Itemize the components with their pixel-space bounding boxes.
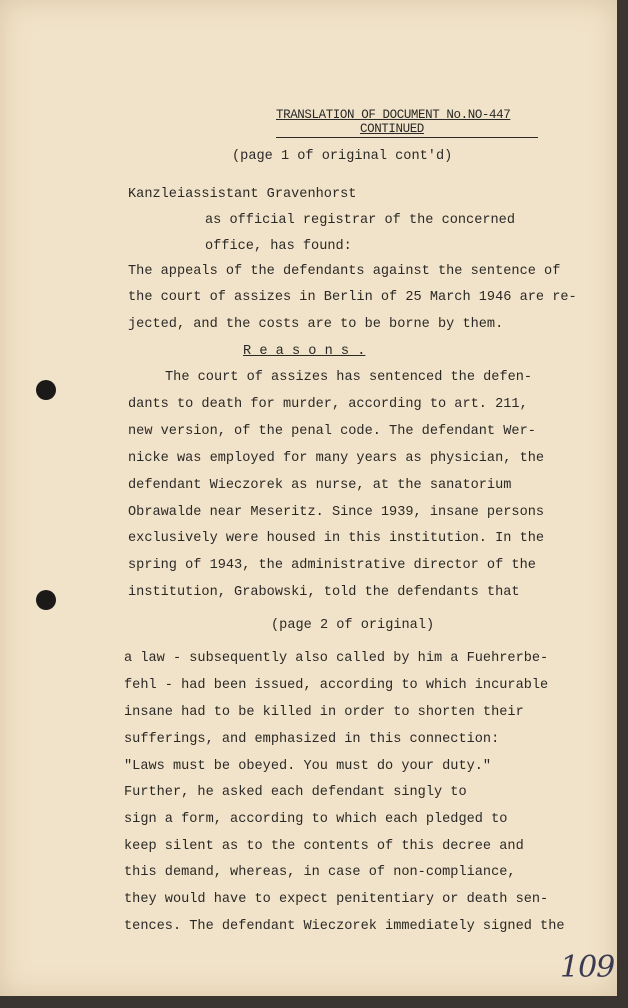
punch-hole-upper bbox=[36, 380, 56, 400]
para2-line: exclusively were housed in this institution. In the bbox=[128, 531, 545, 546]
registrar-finding: office, has found: bbox=[205, 239, 352, 254]
para2-line: institution, Grabowski, told the defendants that bbox=[128, 585, 520, 600]
para1-line: The appeals of the defendants against the sentence of bbox=[128, 264, 561, 279]
registrar-role: as official registrar of the concerned bbox=[205, 213, 515, 228]
para3-line: a law - subsequently also called by him a Fuehrerbe- bbox=[124, 651, 549, 666]
para3-line: fehl - had been issued, according to which incurable bbox=[124, 678, 549, 693]
para2-line: spring of 1943, the administrative director of the bbox=[128, 558, 536, 573]
para2-line: new version, of the penal code. The defendant Wer- bbox=[128, 424, 536, 439]
reasons-heading: R e a s o n s . bbox=[243, 344, 366, 359]
header-rule bbox=[276, 137, 538, 138]
page-reference-1: (page 1 of original cont'd) bbox=[232, 149, 453, 164]
para3-line: they would have to expect penitentiary or death sen- bbox=[124, 892, 549, 907]
scan-border-bottom bbox=[0, 996, 628, 1008]
handwritten-page-number: 109 bbox=[560, 950, 615, 985]
para3-line: tences. The defendant Wieczorek immediately signed the bbox=[124, 919, 565, 934]
para2-line: nicke was employed for many years as physician, the bbox=[128, 451, 545, 466]
para2-line: The court of assizes has sentenced the defen- bbox=[165, 370, 533, 385]
para3-line: sufferings, and emphasized in this connection: bbox=[124, 732, 500, 747]
para3-line: this demand, whereas, in case of non-compliance, bbox=[124, 865, 516, 880]
header-title: TRANSLATION OF DOCUMENT No.NO-447 bbox=[276, 108, 511, 122]
para3-line: insane had to be killed in order to shorten their bbox=[124, 705, 524, 720]
para3-line: "Laws must be obeyed. You must do your duty." bbox=[124, 759, 492, 774]
para3-line: Further, he asked each defendant singly to bbox=[124, 785, 467, 800]
para3-line: keep silent as to the contents of this decree and bbox=[124, 839, 524, 854]
para2-line: defendant Wieczorek as nurse, at the sanatorium bbox=[128, 478, 512, 493]
punch-hole-lower bbox=[36, 590, 56, 610]
para1-line: the court of assizes in Berlin of 25 March 1946 are re- bbox=[128, 290, 577, 305]
para3-line: sign a form, according to which each pledged to bbox=[124, 812, 508, 827]
header-continued: CONTINUED bbox=[360, 122, 424, 136]
para2-line: dants to death for murder, according to art. 211, bbox=[128, 397, 528, 412]
scan-border-right bbox=[617, 0, 628, 1008]
page-reference-2: (page 2 of original) bbox=[271, 618, 435, 633]
para2-line: Obrawalde near Meseritz. Since 1939, insane persons bbox=[128, 505, 545, 520]
registrar-name: Kanzleiassistant Gravenhorst bbox=[128, 187, 357, 202]
para1-line: jected, and the costs are to be borne by them. bbox=[128, 317, 504, 332]
